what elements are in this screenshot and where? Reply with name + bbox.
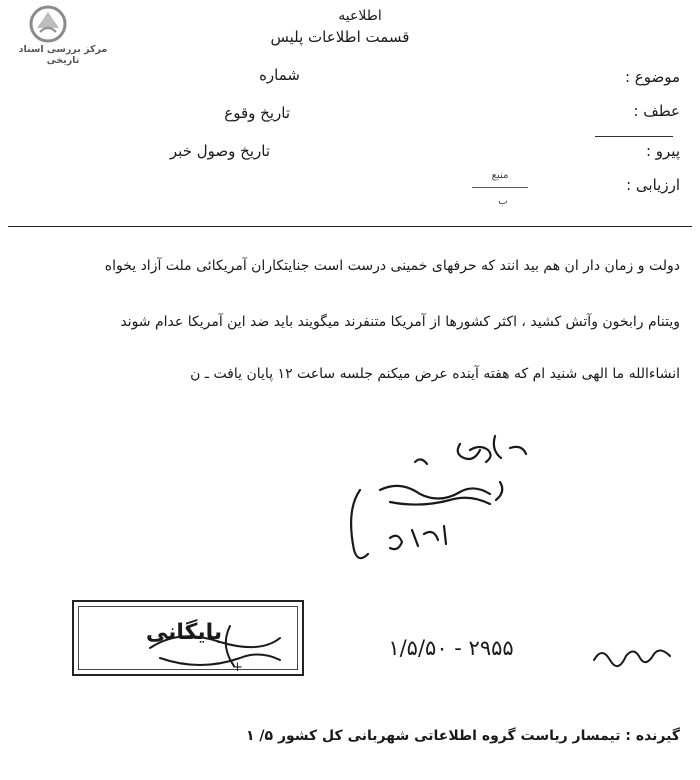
- report-line-2: ویتنام رابخون وآتش کشید ، اکثر کشورها از آمریکا متنفرند میگویند باید ضد این آمریکا عدام شوند: [120, 314, 680, 330]
- archive-logo-icon: [28, 4, 68, 44]
- report-line-3: انشاءالله ما الهی شنید ام که هفته آینده عرض میکنم جلسه ساعت ۱۲ پایان یافت ـ ن: [190, 366, 680, 382]
- event-date-label: تاریخ وقوع: [224, 104, 290, 122]
- handwritten-annotation: [320, 430, 550, 575]
- evaluation-label: ارزیابی :: [626, 176, 680, 194]
- stamp-scribble: [140, 618, 290, 678]
- received-date-label: تاریخ وصول خبر: [169, 142, 270, 160]
- archive-stamp-text: بایگانی: [145, 620, 223, 645]
- follow-up-label: پیرو :: [645, 142, 680, 160]
- recipient-line: گیرنده : تیمسار ریاست گروه اطلاعاتی شهربانی کل کشور ۵/ ۱: [245, 728, 680, 744]
- stamp-plus-mark: +: [232, 660, 243, 675]
- handwritten-reference-number: ۲۹۵۵ - ۱/۵/۵۰: [388, 636, 514, 660]
- logo-caption: مرکز بررسی اسناد تاریخی: [18, 44, 108, 66]
- header-divider: [8, 226, 692, 227]
- reference-label: عطف :: [633, 102, 680, 120]
- report-line-1: دولت و زمان دار ان هم بید انند که حرفهای خمینی درست است جنایتکاران آمریکائی ملت آزاد یخواه: [104, 258, 680, 274]
- subject-label: موضوع :: [624, 68, 680, 86]
- source-label: منبع: [491, 170, 509, 181]
- department-title: قسمت اطلاعات پلیس: [270, 28, 410, 46]
- document-title: اطلاعیه: [338, 8, 382, 24]
- handwritten-signature: [588, 640, 678, 676]
- number-label: شماره: [259, 66, 300, 84]
- source-note-label: ب: [498, 196, 508, 207]
- source-divider: [472, 187, 528, 188]
- follow-up-underline: [595, 136, 673, 137]
